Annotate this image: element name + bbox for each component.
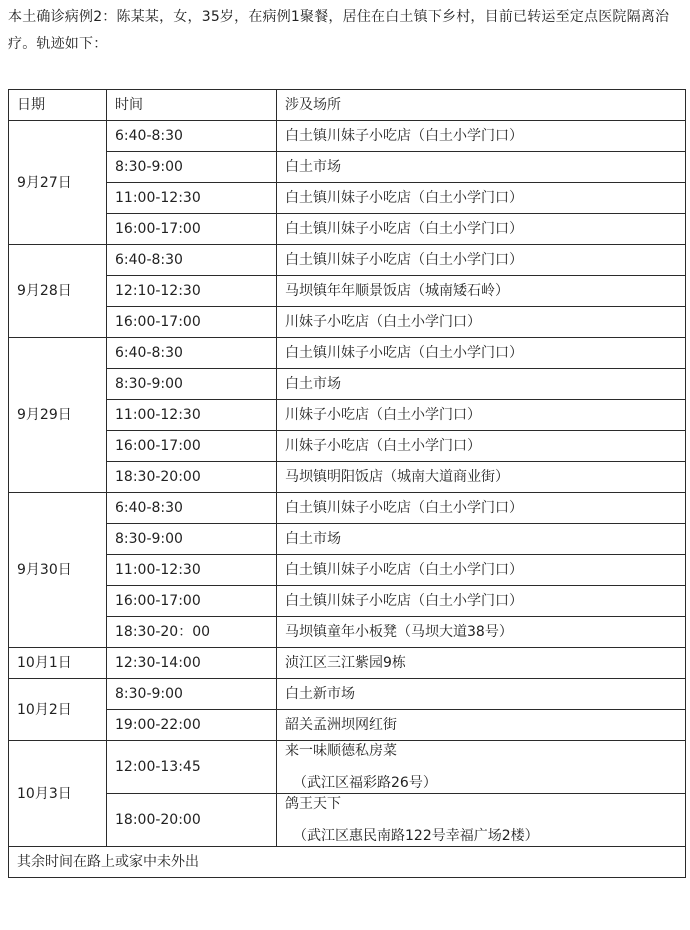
time-cell: 8:30-9:00 [107,524,277,555]
place-name: 来一味顺德私房菜 [285,743,397,759]
header-time: 时间 [107,90,277,121]
table-row [9,524,686,555]
date-cell: 10月3日 [9,741,107,847]
place-cell [277,741,686,794]
place-cell: 白土新市场 [277,679,686,710]
table-row [9,462,686,493]
date-cell: 9月28日 [9,245,107,338]
place-cell [277,794,686,847]
table-row [9,214,686,245]
date-cell: 10月2日 [9,679,107,741]
time-cell: 6:40-8:30 [107,338,277,369]
header-place: 涉及场所 [277,90,686,121]
place-cell: 白土镇川妹子小吃店（白土小学门口） [277,586,686,617]
place-cell: 白土镇川妹子小吃店（白土小学门口） [277,555,686,586]
table-body [9,121,686,878]
table-row [9,586,686,617]
time-cell: 6:40-8:30 [107,245,277,276]
place-cell: 白土镇川妹子小吃店（白土小学门口） [277,493,686,524]
intro-paragraph: 本土确诊病例2：陈某某，女，35岁，在病例1聚餐，居住在白土镇下乡村，目前已转运至定点医院隔离治疗。轨迹如下： [8,9,670,52]
place-name: 鸽王天下 [285,796,341,812]
time-cell: 8:30-9:00 [107,152,277,183]
footer-note: 其余时间在路上或家中未外出 [9,847,686,878]
table-row [9,276,686,307]
place-cell: 川妹子小吃店（白土小学门口） [277,400,686,431]
date-cell: 10月1日 [9,648,107,679]
date-cell: 9月29日 [9,338,107,493]
time-cell: 18:30-20：00 [107,617,277,648]
header-date: 日期 [9,90,107,121]
place-cell: 韶关孟洲坝网红街 [277,710,686,741]
place-cell: 白土市场 [277,369,686,400]
place-cell: 白土镇川妹子小吃店（白土小学门口） [277,245,686,276]
table-row [9,648,686,679]
table-row [9,741,686,794]
time-cell: 12:10-12:30 [107,276,277,307]
time-cell: 12:00-13:45 [107,741,277,794]
table-row [9,710,686,741]
place-cell: 马坝镇年年顺景饭店（城南矮石岭） [277,276,686,307]
time-cell: 18:00-20:00 [107,794,277,847]
table-row [9,400,686,431]
table-row [9,245,686,276]
table-row [9,152,686,183]
table-row [9,183,686,214]
itinerary-table [8,89,686,878]
time-cell: 12:30-14:00 [107,648,277,679]
date-cell: 9月27日 [9,121,107,245]
place-address: （武江区福彩路26号） [293,775,437,791]
place-address: （武江区惠民南路122号幸福广场2楼） [293,828,539,844]
table-row [9,794,686,847]
time-cell: 16:00-17:00 [107,307,277,338]
time-cell: 6:40-8:30 [107,121,277,152]
time-cell: 19:00-22:00 [107,710,277,741]
table-footer-row [9,847,686,878]
time-cell: 16:00-17:00 [107,586,277,617]
place-cell: 白土市场 [277,152,686,183]
time-cell: 16:00-17:00 [107,214,277,245]
table-row [9,493,686,524]
table-row [9,121,686,152]
place-cell: 马坝镇明阳饭店（城南大道商业街） [277,462,686,493]
time-cell: 8:30-9:00 [107,369,277,400]
table-header-row [9,90,686,121]
place-cell: 白土镇川妹子小吃店（白土小学门口） [277,121,686,152]
place-cell: 川妹子小吃店（白土小学门口） [277,307,686,338]
time-cell: 6:40-8:30 [107,493,277,524]
table-row [9,679,686,710]
place-cell: 川妹子小吃店（白土小学门口） [277,431,686,462]
table-row [9,338,686,369]
place-cell: 白土镇川妹子小吃店（白土小学门口） [277,338,686,369]
time-cell: 11:00-12:30 [107,555,277,586]
time-cell: 8:30-9:00 [107,679,277,710]
place-cell: 白土市场 [277,524,686,555]
place-cell: 白土镇川妹子小吃店（白土小学门口） [277,183,686,214]
time-cell: 11:00-12:30 [107,183,277,214]
time-cell: 18:30-20:00 [107,462,277,493]
place-cell: 马坝镇童年小板凳（马坝大道38号） [277,617,686,648]
time-cell: 16:00-17:00 [107,431,277,462]
time-cell: 11:00-12:30 [107,400,277,431]
date-cell: 9月30日 [9,493,107,648]
table-row [9,617,686,648]
place-cell: 浈江区三江紫园9栋 [277,648,686,679]
table-row [9,307,686,338]
table-row [9,369,686,400]
table-row [9,431,686,462]
place-cell: 白土镇川妹子小吃店（白土小学门口） [277,214,686,245]
table-row [9,555,686,586]
